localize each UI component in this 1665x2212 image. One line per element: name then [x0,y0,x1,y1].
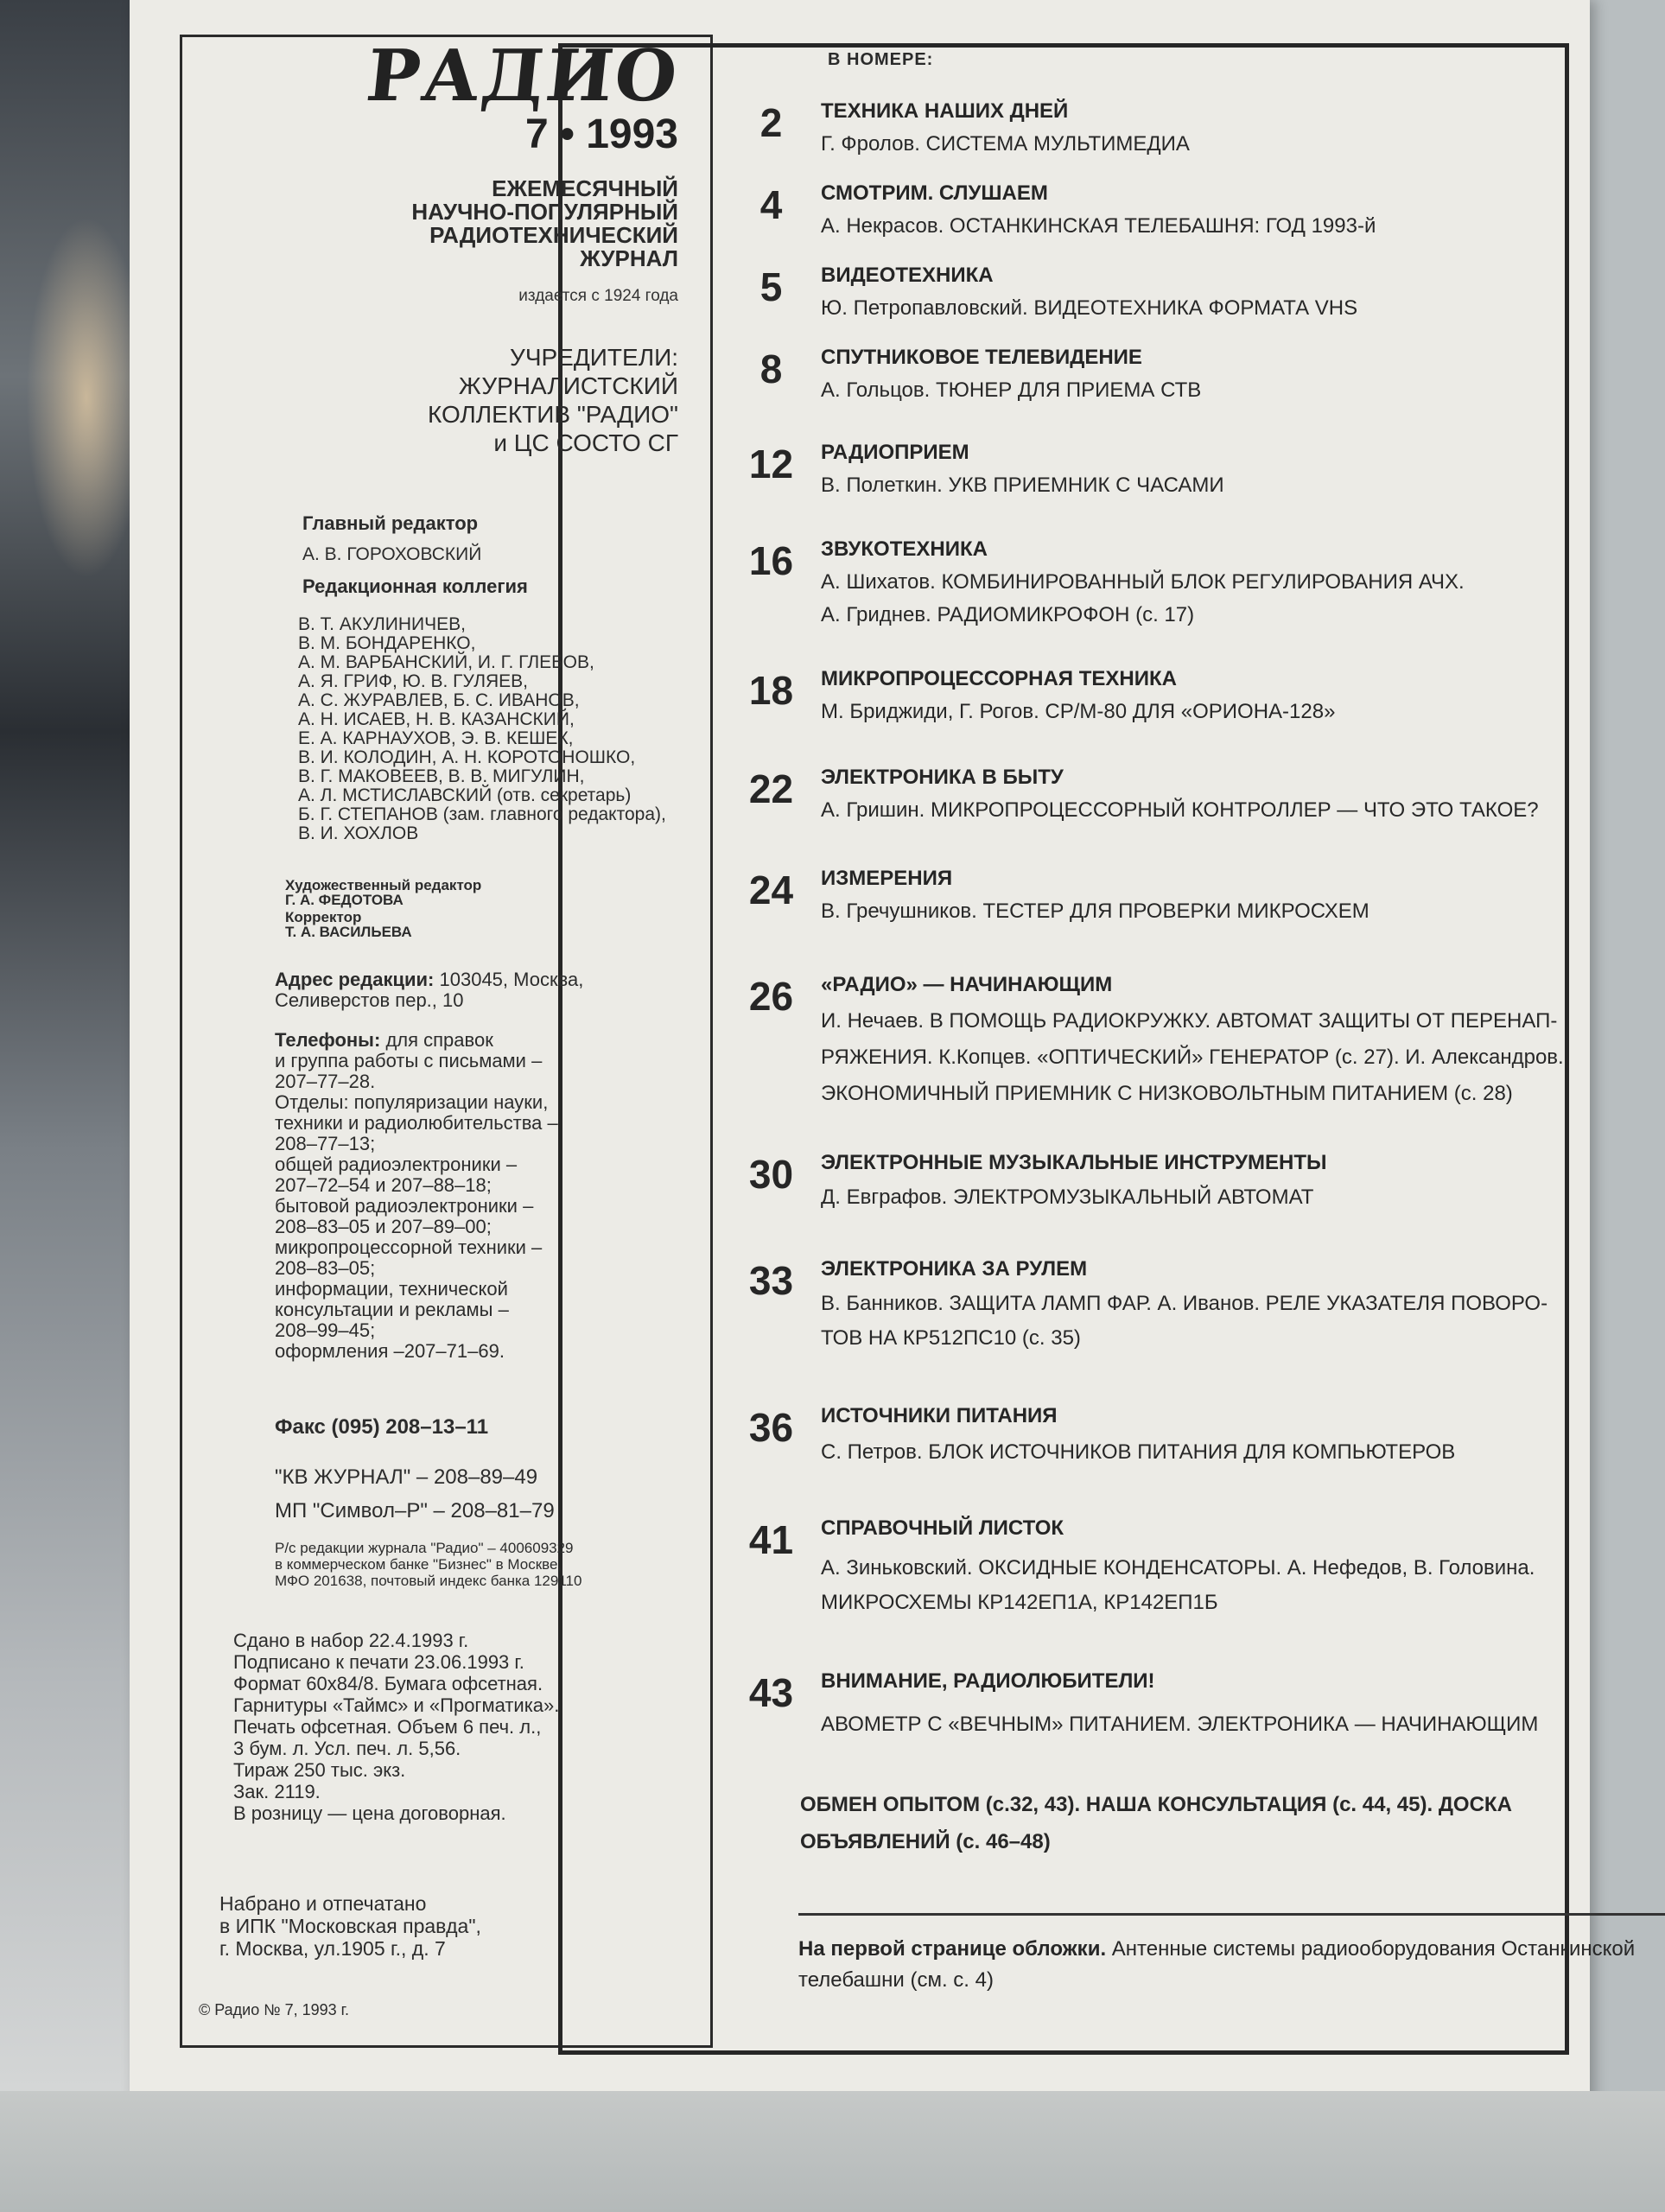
phones-line: консультации и рекламы – [275,1299,509,1320]
board-member: А. Л. МСТИСЛАВСКИЙ (отв. секретарь) [298,785,632,805]
cover-note-text: Антенные системы радиооборудования Останкинской телебашни (см. с. 4) [798,1937,1636,1992]
board-member: А. Я. ГРИФ, Ю. В. ГУЛЯЕВ, [298,671,528,691]
toc-article: А. Зиньковский. ОКСИДНЫЕ КОНДЕНСАТОРЫ. А. Нефедов, В. Головина. [821,1556,1535,1580]
toc-page-number: 4 [759,182,783,227]
art-editor-name: Г. А. ФЕДОТОВА [285,892,404,908]
published-since: издается с 1924 года [518,287,678,305]
toc-page-number: 43 [748,1670,794,1715]
imprint-block [233,1630,631,1824]
address-line2: Селиверстов пер., 10 [275,989,464,1011]
board-member: Е. А. КАРНАУХОВ, Э. В. КЕШЕК, [298,728,574,748]
toc-page-number: 24 [748,868,794,912]
board-member: А. Н. ИСАЕВ, Н. В. КАЗАНСКИЙ, [298,709,575,729]
editorial-address [275,969,672,1011]
toc-page-number: 26 [748,974,794,1019]
art-editor-label: Художественный редактор [285,877,482,893]
address-text: 103045, Москва, [439,969,584,990]
toc-section-title: ИСТОЧНИКИ ПИТАНИЯ [821,1404,1058,1427]
chief-editor-label: Главный редактор [302,512,479,534]
toc-article: В. Банников. ЗАЩИТА ЛАМП ФАР. А. Иванов. РЕЛЕ УКАЗАТЕЛЯ ПОВОРО- [821,1292,1548,1315]
toc-section-title: СПРАВОЧНЫЙ ЛИСТОК [821,1516,1064,1540]
phones-line: и группа работы с письмами – [275,1050,543,1071]
phones-line: 207–77–28. [275,1071,376,1092]
subtitle-line: НАУЧНО-ПОПУЛЯРНЫЙ [411,199,678,225]
toc-section-title: ЭЛЕКТРОННЫЕ МУЗЫКАЛЬНЫЕ ИНСТРУМЕНТЫ [821,1151,1327,1174]
imprint-line: Тираж 250 тыс. экз. [233,1759,406,1781]
toc-page-number: 16 [748,538,794,583]
toc-article: АВОМЕТР С «ВЕЧНЫМ» ПИТАНИЕМ. ЭЛЕКТРОНИКА — НАЧИНАЮЩИМ [821,1713,1539,1736]
toc-section-title: ТЕХНИКА НАШИХ ДНЕЙ [821,99,1069,123]
toc-page-number: 22 [748,766,794,811]
phones-line: Отделы: популяризации науки, [275,1091,549,1113]
imprint-line: 3 бум. л. Усл. печ. л. 5,56. [233,1738,461,1759]
toc-article: А. Шихатов. КОМБИНИРОВАННЫЙ БЛОК РЕГУЛИРОВАНИЯ АЧХ. [821,570,1465,594]
founders-line: и ЦС СОСТО СГ [493,429,678,456]
toc-page-number: 41 [748,1517,794,1562]
corrector-label: Корректор [285,909,362,925]
fax-number: Факс (095) 208–13–11 [275,1415,489,1439]
board-member: А. М. ВАРБАНСКИЙ, И. Г. ГЛЕБОВ, [298,652,594,672]
bank-line: в коммерческом банке "Бизнес" в Москве, [275,1556,562,1573]
toc-section-title: ВНИМАНИЕ, РАДИОЛЮБИТЕЛИ! [821,1669,1155,1693]
phones-line: 208–83–05; [275,1257,376,1279]
founders-line: УЧРЕДИТЕЛИ: [510,344,678,371]
phones-label: Телефоны: [275,1029,381,1051]
subtitle-line: ЕЖЕМЕСЯЧНЫЙ [492,175,678,201]
toc-page-number: 18 [748,668,794,713]
toc-page-number: 5 [759,264,783,309]
imprint-line: Печать офсетная. Объем 6 печ. л., [233,1716,542,1738]
subtitle-line: ЖУРНАЛ [580,245,678,271]
toc-article: А. Некрасов. ОСТАНКИНСКАЯ ТЕЛЕБАШНЯ: ГОД 1993-й [821,214,1376,238]
phones-line: оформления –207–71–69. [275,1340,505,1362]
corrector-name: Т. А. ВАСИЛЬЕВА [285,924,412,940]
cover-note-label: На первой странице обложки. [798,1937,1107,1961]
founders-line: ЖУРНАЛИСТСКИЙ [458,372,678,399]
toc-article: ЭКОНОМИЧНЫЙ ПРИЕМНИК С НИЗКОВОЛЬТНЫМ ПИТАНИЕМ (с. 28) [821,1082,1513,1105]
kv-journal-phone: "КВ ЖУРНАЛ" – 208–89–49 [275,1465,538,1489]
phones-line: техники и радиолюбительства – [275,1112,558,1134]
toc-page-number: 8 [759,346,783,391]
bank-line: Р/с редакции журнала "Радио" – 400609329 [275,1540,574,1556]
imprint-line: Гарнитуры «Таймс» и «Прогматика». [233,1694,560,1716]
phones-line: общей радиоэлектроники – [275,1154,518,1175]
toc-article: МИКРОСХЕМЫ КР142ЕП1А, КР142ЕП1Б [821,1591,1218,1614]
toc-article: В. Полеткин. УКВ ПРИЕМНИК С ЧАСАМИ [821,474,1224,497]
board-member: В. Т. АКУЛИНИЧЕВ, [298,614,466,634]
symbol-phone: МП "Символ–Р" – 208–81–79 [275,1499,555,1522]
toc-article: И. Нечаев. В ПОМОЩЬ РАДИОКРУЖКУ. АВТОМАТ ЗАЩИТЫ ОТ ПЕРЕНАП- [821,1009,1558,1033]
printed-line: г. Москва, ул.1905 г., д. 7 [219,1937,446,1960]
toc-article: РЯЖЕНИЯ. К.Копцев. «ОПТИЧЕСКИЙ» ГЕНЕРАТОР (с. 27). И. Александров. [821,1046,1564,1069]
board-member: В. И. КОЛОДИН, А. Н. КОРОТОНОШКО, [298,747,636,767]
founders-line: КОЛЛЕКТИВ "РАДИО" [427,401,678,428]
toc-section-title: ИЗМЕРЕНИЯ [821,867,953,890]
phones-line: для справок [385,1029,493,1051]
board-member: В. Г. МАКОВЕЕВ, В. В. МИГУЛИН, [298,766,585,786]
bank-line: МФО 201638, почтовый индекс банка 129110 [275,1573,582,1589]
toc-article: Г. Фролов. СИСТЕМА МУЛЬТИМЕДИА [821,132,1190,156]
toc-article: ТОВ НА КР512ПС10 (с. 35) [821,1326,1081,1350]
phones-line: бытовой радиоэлектроники – [275,1195,534,1217]
board-member: Б. Г. СТЕПАНОВ (зам. главного редактора), [298,804,666,824]
phones-line: информации, технической [275,1278,508,1300]
phones-line: 208–77–13; [275,1133,376,1154]
toc-page-number: 2 [759,100,783,145]
toc-section-title: ЭЛЕКТРОНИКА В БЫТУ [821,766,1064,789]
phones-line: 207–72–54 и 207–88–18; [275,1174,492,1196]
imprint-line: Подписано к печати 23.06.1993 г. [233,1651,524,1673]
board-member: В. И. ХОХЛОВ [298,823,419,843]
phones-line: 208–99–45; [275,1319,376,1341]
toc-article: Ю. Петропавловский. ВИДЕОТЕХНИКА ФОРМАТА VHS [821,296,1358,320]
toc-page-number: 36 [748,1405,794,1450]
toc-article: М. Бриджиди, Г. Рогов. CP/M-80 ДЛЯ «ОРИОНА-128» [821,700,1336,723]
toc-section-title: СМОТРИМ. СЛУШАЕМ [821,181,1048,205]
imprint-line: Зак. 2119. [233,1781,321,1802]
printed-line: в ИПК "Московская правда", [219,1915,481,1937]
toc-article: А. Гришин. МИКРОПРОЦЕССОРНЫЙ КОНТРОЛЛЕР — ЧТО ЭТО ТАКОЕ? [821,798,1539,822]
phones-line: микропроцессорной техники – [275,1236,543,1258]
toc-article: В. Гречушников. ТЕСТЕР ДЛЯ ПРОВЕРКИ МИКРОСХЕМ [821,899,1369,923]
toc-article: А. Гриднев. РАДИОМИКРОФОН (с. 17) [821,603,1195,626]
bank-details [275,1540,672,1589]
toc-section-title: ВИДЕОТЕХНИКА [821,264,994,287]
phones-block [275,1030,672,1362]
toc-section-title: РАДИОПРИЕМ [821,441,969,464]
toc-extra-line: ОБЪЯВЛЕНИЙ (с. 46–48) [800,1830,1051,1853]
magazine-logo: РАДИО [362,35,683,118]
imprint-line: Сдано в набор 22.4.1993 г. [233,1630,469,1651]
toc-section-title: МИКРОПРОЦЕССОРНАЯ ТЕХНИКА [821,667,1177,690]
copyright: © Радио № 7, 1993 г. [199,2001,349,2018]
toc-page-number: 30 [748,1152,794,1197]
toc-article: С. Петров. БЛОК ИСТОЧНИКОВ ПИТАНИЯ ДЛЯ КОМПЬЮТЕРОВ [821,1440,1456,1464]
cover-note [798,1934,1665,1996]
magazine-page [130,0,1636,2117]
subtitle-line: РАДИОТЕХНИЧЕСКИЙ [429,222,678,248]
toc-section-title: «РАДИО» — НАЧИНАЮЩИМ [821,973,1113,996]
toc-section-title: ЭЛЕКТРОНИКА ЗА РУЛЕМ [821,1257,1088,1281]
toc-page-number: 12 [748,442,794,486]
imprint-line: В розницу — цена договорная. [233,1802,506,1824]
toc-heading: В НОМЕРЕ: [828,50,934,69]
address-label: Адрес редакции: [275,969,435,990]
toc-article: Д. Евграфов. ЭЛЕКТРОМУЗЫКАЛЬНЫЙ АВТОМАТ [821,1185,1314,1209]
editorial-board-label: Редакционная коллегия [302,575,528,597]
editorial-board-list [298,615,696,843]
printed-by-block [219,1892,617,1960]
toc-section-title: СПУТНИКОВОЕ ТЕЛЕВИДЕНИЕ [821,346,1142,369]
board-member: В. М. БОНДАРЕНКО, [298,633,476,653]
toc-page-number: 33 [748,1258,794,1303]
printed-line: Набрано и отпечатано [219,1892,427,1915]
table-surface [0,2091,1665,2212]
issue-number: 7 • 1993 [525,111,678,157]
divider-rule [798,1913,1665,1916]
phones-line: 208–83–05 и 207–89–00; [275,1216,492,1237]
founders-block [259,343,678,457]
toc-extra-line: ОБМЕН ОПЫТОМ (с.32, 43). НАША КОНСУЛЬТАЦИЯ (с. 44, 45). ДОСКА [800,1793,1512,1816]
magazine-subtitle [259,177,678,270]
imprint-line: Формат 60х84/8. Бумага офсетная. [233,1673,543,1694]
toc-article: А. Гольцов. ТЮНЕР ДЛЯ ПРИЕМА СТВ [821,378,1202,402]
chief-editor-name: А. В. ГОРОХОВСКИЙ [302,544,482,564]
board-member: А. С. ЖУРАВЛЕВ, Б. С. ИВАНОВ, [298,690,580,710]
toc-section-title: ЗВУКОТЕХНИКА [821,537,988,561]
photo-highlight [26,216,147,579]
